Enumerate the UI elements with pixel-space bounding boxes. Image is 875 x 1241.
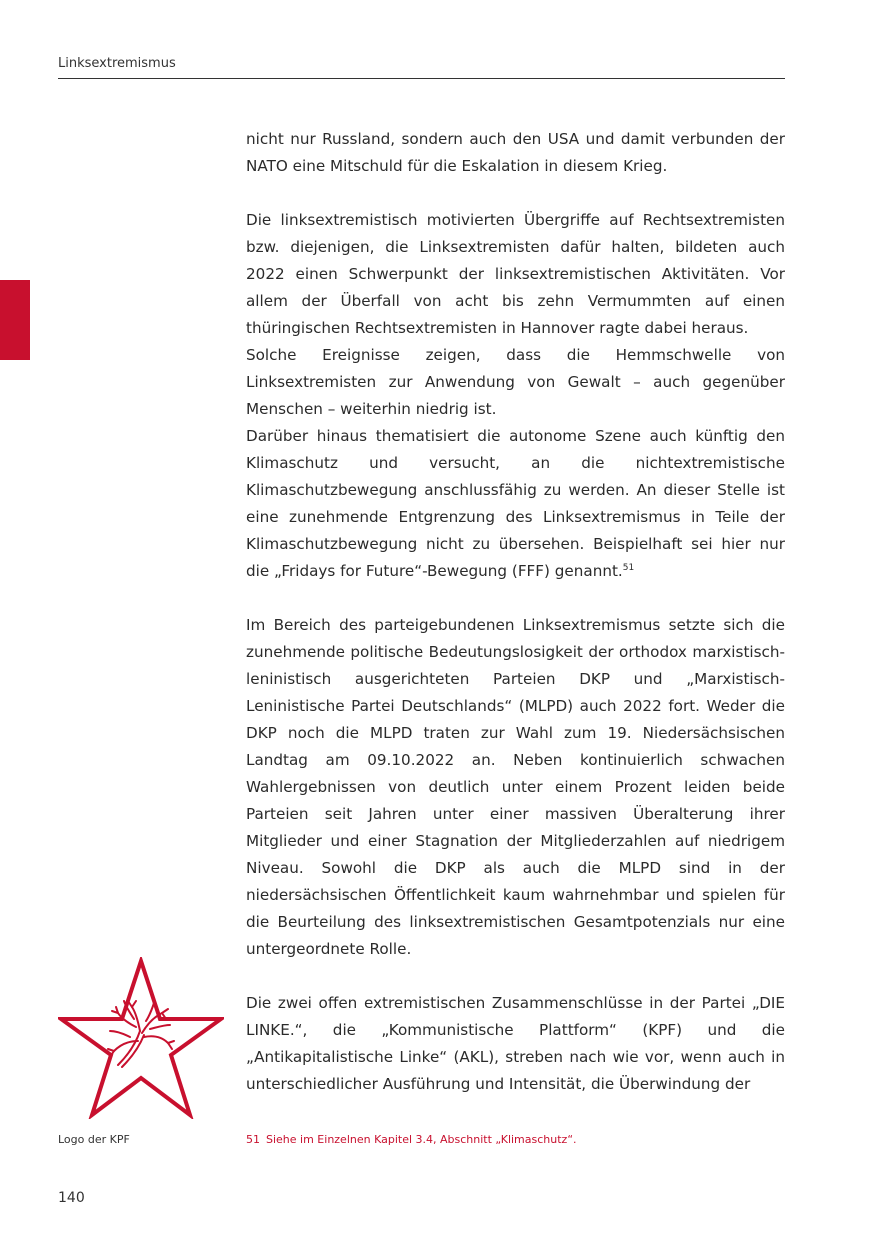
kpf-star-logo-icon — [58, 957, 224, 1119]
paragraph-2: Die linksextremistisch motivierten Übergriffe auf Rechtsextremisten bzw. diejenigen, die Linksextremisten dafür halten, bildeten auch 2022 einen Schwerpunkt der linksextremistischen Aktivitäten. Vor allem der Überfall von acht bis zehn Vermummten auf einen thüringischen Rechtsextremisten in Hannover ragte dabei heraus. — [246, 211, 785, 337]
paragraph-4-text: Darüber hinaus thematisiert die autonome Szene auch künftig den Klimaschutz und versucht, an die nichtextremistische Klimaschutzbewegung anschlussfähig zu werden. An dieser Stelle ist eine zunehmende Entgrenzung des Linksextremismus in Teile der Klimaschutzbewegung nicht zu übersehen. Beispielhaft sei hier nur die „Fridays for Future“-Bewegung (FFF) genannt. — [246, 427, 785, 580]
paragraph-6: Die zwei offen extremistischen Zusammenschlüsse in der Partei „DIE LINKE.“, die „Kommunistische Plattform“ (KPF) und die „Antikapitalistische Linke“ (AKL), streben nach wie vor, wenn auch in unterschiedlicher Ausführung und Intensität, die Überwindung der — [246, 994, 785, 1093]
footnote-reference[interactable]: 51 — [622, 563, 635, 573]
chapter-side-tab — [0, 280, 30, 360]
paragraph-4 — [246, 423, 785, 585]
paragraph-3: Solche Ereignisse zeigen, dass die Hemmschwelle von Linksextremisten zur Anwendung von Gewalt – auch gegenüber Menschen – weiterhin niedrig ist. — [246, 346, 785, 418]
page-number: 140 — [58, 1190, 85, 1206]
footnote-text: Siehe im Einzelnen Kapitel 3.4, Abschnitt „Klimaschutz“. — [266, 1133, 577, 1146]
paragraph-1: nicht nur Russland, sondern auch den USA und damit verbunden der NATO eine Mitschuld für die Eskalation in diesem Krieg. — [246, 130, 785, 175]
header-rule — [58, 78, 785, 79]
paragraph-5: Im Bereich des parteigebundenen Linksextremismus setzte sich die zunehmende politische Bedeutungslosigkeit der orthodox marxistisch-leninistisch ausgerichteten Parteien DKP und „Marxistisch-Leninistische Partei Deutschlands“ (MLPD) auch 2022 fort. Weder die DKP noch die MLPD traten zur Wahl zum 19. Niedersächsischen Landtag am 09.10.2022 an. Neben kontinuierlich schwachen Wahlergebnissen von deutlich unter einem Prozent leiden beide Parteien seit Jahren unter einer massiven Überalterung ihrer Mitglieder und einer Stagnation der Mitgliederzahlen auf niedrigem Niveau. Sowohl die DKP als auch die MLPD sind in der niedersächsischen Öffentlichkeit kaum wahrnehmbar und spielen für die Beurteilung des linksextremistischen Gesamtpotenzials nur eine untergeordnete Rolle. — [246, 616, 785, 958]
body-text — [246, 126, 785, 1098]
footnote-number: 51 — [246, 1133, 260, 1146]
running-head: Linksextremismus — [58, 56, 176, 71]
footnote — [246, 1133, 577, 1146]
logo-caption: Logo der KPF — [58, 1133, 130, 1146]
